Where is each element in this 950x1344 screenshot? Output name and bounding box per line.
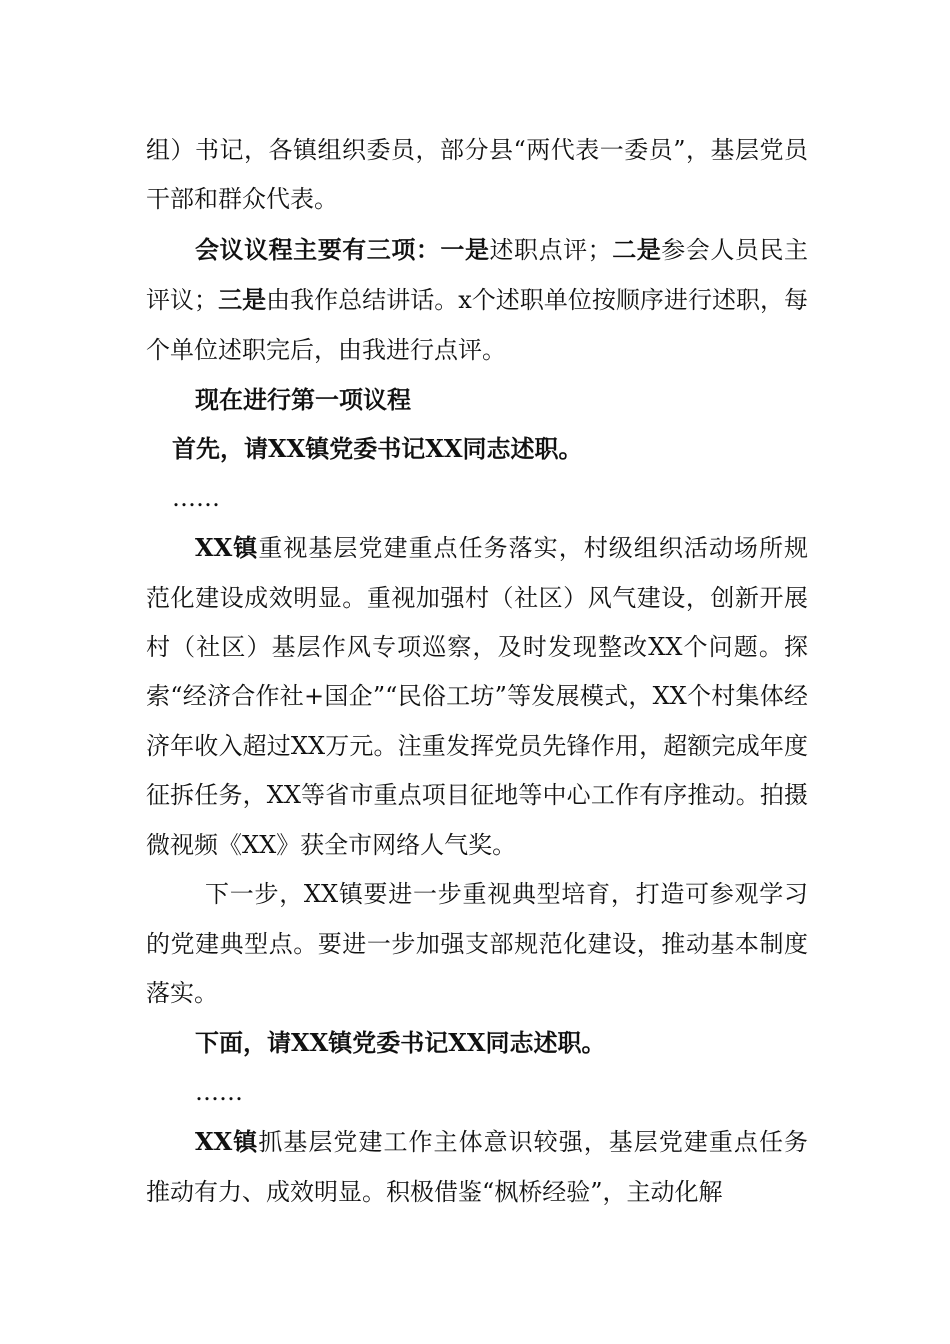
first-speaker-text: 首先，请XX镇党委书记XX同志述职。 xyxy=(172,434,583,464)
agenda-lead: 会议议程主要有三项：一是 xyxy=(195,234,490,264)
attendees-text: 组）书记，各镇组织委员，部分县“两代表一委员”，基层党员干部和群众代表。 xyxy=(146,136,808,214)
second-speaker-text: 下面，请XX镇党委书记XX同志述职。 xyxy=(195,1028,606,1058)
document-body xyxy=(146,126,808,1217)
agenda-label-2: 二是 xyxy=(611,234,662,264)
ellipsis-1: …… xyxy=(172,483,220,512)
paragraph-second-speaker xyxy=(146,1018,808,1067)
paragraph-review-2 xyxy=(146,1117,808,1217)
paragraph-attendees xyxy=(146,126,808,225)
first-agenda-text: 现在进行第一项议程 xyxy=(195,385,411,415)
paragraph-agenda xyxy=(146,225,808,375)
agenda-item-2: 参会人员民主评议； xyxy=(146,235,809,315)
next-steps-text: 下一步，XX镇要进一步重视典型培育，打造可参观学习的党建典型点。要进一步加强支部规范化建设，推动基本制度落实。 xyxy=(146,880,808,1007)
review-1-text: 重视基层党建重点任务落实，村级组织活动场所规范化建设成效明显。重视加强村（社区）风气建设，创新开展村（社区）基层作风专项巡察，及时发现整改XX个问题。探索“经济合作社+国企”“民俗工坊”等发展模式，XX个村集体经济年收入超过XX万元。注重发挥党员先锋作用，超额完成年度征拆任务，XX等省市重点项目征地等中心工作有序推动。拍摄微视频《XX》获全市网络人气奖。 xyxy=(146,534,808,859)
paragraph-ellipsis-1 xyxy=(146,474,808,523)
agenda-item-1: 述职点评； xyxy=(489,235,612,264)
paragraph-first-agenda xyxy=(146,375,808,424)
agenda-label-3: 三是 xyxy=(218,285,267,315)
ellipsis-2: …… xyxy=(195,1077,243,1106)
review-2-town: XX镇 xyxy=(195,1127,259,1157)
paragraph-review-1 xyxy=(146,523,808,870)
review-1-town: XX镇 xyxy=(195,533,259,563)
review-2-text: 抓基层党建工作主体意识较强，基层党建重点任务推动有力、成效明显。积极借鉴“枫桥经验”，主动化解 xyxy=(146,1128,808,1206)
paragraph-first-speaker xyxy=(146,424,808,473)
paragraph-next-steps xyxy=(146,870,808,1018)
paragraph-ellipsis-2 xyxy=(146,1068,808,1117)
agenda-item-3: 由我作总结讲话。x个述职单位按顺序进行述职，每个单位述职完后，由我进行点评。 xyxy=(146,286,809,364)
